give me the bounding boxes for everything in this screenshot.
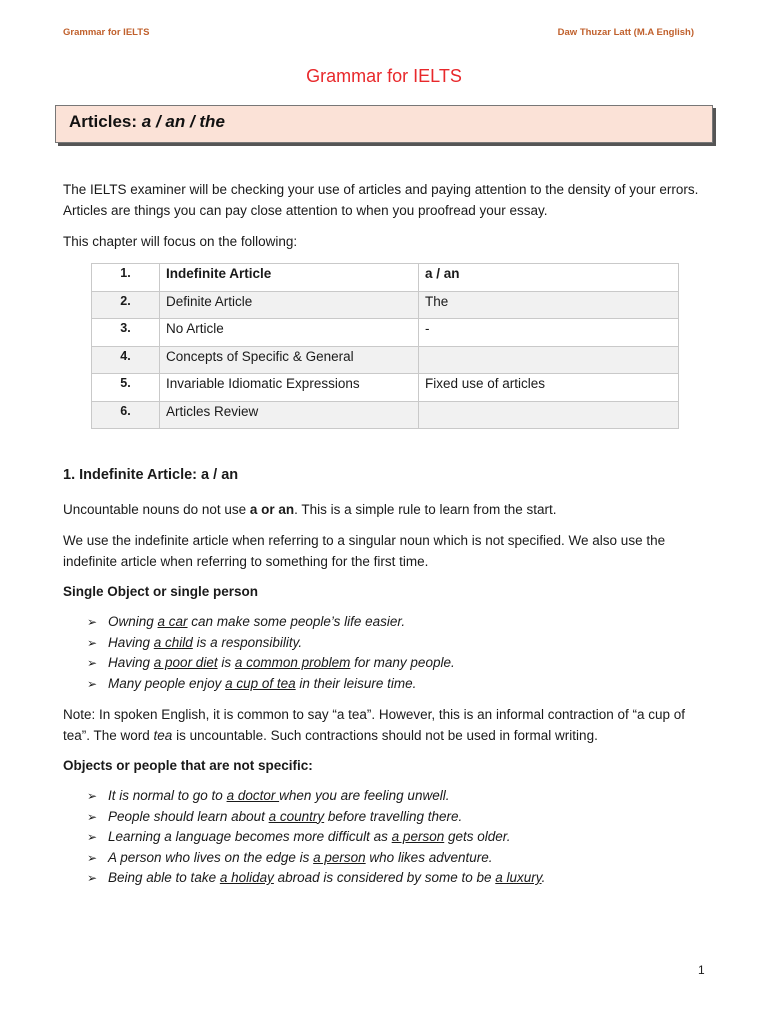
list-item	[87, 848, 545, 869]
subheading-single: Single Object or single person	[63, 584, 259, 599]
arrowhead-bullet-icon: ➢	[87, 871, 98, 885]
row-topic: No Article	[160, 319, 419, 347]
arrowhead-bullet-icon: ➢	[87, 615, 98, 629]
rule-pre: Uncountable nouns do not use	[63, 502, 250, 517]
example-text: .	[541, 870, 546, 885]
underlined-phrase: a person	[313, 849, 366, 865]
row-value: The	[419, 291, 679, 319]
list-item	[87, 653, 455, 674]
chapter-banner-text	[69, 112, 225, 132]
example-text: Learning a language becomes more difficult as	[108, 829, 392, 844]
section-heading: 1. Indefinite Article: a / an	[63, 467, 239, 483]
page-number: 1	[698, 963, 705, 977]
arrowhead-bullet-icon: ➢	[87, 850, 98, 865]
example-text: People should learn about	[108, 808, 269, 824]
row-number: 4.	[92, 346, 160, 374]
example-text: who likes adventure.	[365, 849, 493, 865]
example-text: before travelling there.	[324, 808, 463, 824]
list-item	[87, 674, 455, 695]
underlined-phrase: a holiday	[219, 870, 274, 885]
table-row	[92, 374, 679, 402]
chapter-topics-table	[91, 263, 679, 429]
underlined-phrase: a poor diet	[153, 655, 218, 670]
example-text: Being able to take	[108, 870, 220, 885]
list-item	[87, 807, 545, 828]
row-number: 2.	[92, 291, 160, 319]
arrowhead-bullet-icon: ➢	[87, 635, 98, 650]
chapter-banner	[55, 105, 713, 143]
arrowhead-bullet-icon: ➢	[87, 830, 98, 844]
row-topic: Definite Article	[160, 291, 419, 319]
list-item	[87, 868, 545, 889]
arrowhead-bullet-icon: ➢	[87, 656, 98, 670]
arrowhead-bullet-icon: ➢	[87, 676, 98, 691]
note-italic: tea	[153, 728, 173, 743]
row-number: 3.	[92, 319, 160, 347]
example-text: is	[217, 655, 235, 670]
underlined-phrase: a child	[153, 634, 193, 650]
row-number: 6.	[92, 401, 160, 429]
intro-focus-line: This chapter will focus on the following:	[63, 234, 298, 249]
table-row	[92, 319, 679, 347]
example-text: for many people.	[350, 655, 455, 670]
banner-italic: a / an / the	[141, 112, 225, 131]
rule-post: . This is a simple rule to learn from the start.	[294, 502, 557, 517]
example-text: Owning	[108, 614, 158, 629]
example-text: can make some people’s life easier.	[187, 614, 406, 629]
rule-paragraph	[63, 499, 713, 520]
row-value: Fixed use of articles	[419, 374, 679, 402]
example-list-nonspecific	[87, 786, 545, 889]
row-value: a / an	[419, 264, 679, 292]
row-topic: Concepts of Specific & General	[160, 346, 419, 374]
row-topic: Invariable Idiomatic Expressions	[160, 374, 419, 402]
arrowhead-bullet-icon: ➢	[87, 789, 98, 803]
running-header-right: Daw Thuzar Latt (M.A English)	[557, 27, 694, 38]
list-item	[87, 827, 545, 848]
arrowhead-bullet-icon: ➢	[87, 809, 98, 824]
running-header-left: Grammar for IELTS	[63, 27, 150, 38]
table-row	[92, 264, 679, 292]
list-item	[87, 633, 455, 654]
row-topic: Articles Review	[160, 401, 419, 429]
list-item	[87, 612, 455, 633]
table-row	[92, 401, 679, 429]
underlined-phrase: a country	[268, 808, 325, 824]
row-value: -	[419, 319, 679, 347]
note-pre: Note: In spoken English, it is common to say “a tea”. However, this is an informal contraction of “a cup of tea”. The word	[63, 707, 686, 743]
list-item	[87, 786, 545, 807]
underlined-phrase: a common problem	[234, 655, 351, 670]
subheading-nonspecific: Objects or people that are not specific:	[63, 758, 313, 773]
example-text: It is normal to go to	[108, 788, 227, 803]
example-text: Many people enjoy	[108, 675, 226, 691]
example-text: Having	[108, 655, 154, 670]
example-text: in their leisure time.	[295, 675, 417, 691]
note-paragraph	[63, 704, 713, 746]
banner-label: Articles:	[69, 112, 138, 131]
underlined-phrase: a luxury	[495, 870, 542, 885]
note-post: is uncountable. Such contractions should not be used in formal writing.	[172, 728, 598, 743]
intro-paragraph: The IELTS examiner will be checking your use of articles and paying attention to the density of your errors. Articles are things you can pay close attention to when you proofread your essay.	[63, 182, 699, 218]
example-text: A person who lives on the edge is	[108, 849, 314, 865]
example-text: when you are feeling unwell.	[279, 788, 450, 803]
row-value	[419, 401, 679, 429]
page-title: Grammar for IELTS	[306, 66, 462, 86]
underlined-phrase: a doctor	[226, 788, 280, 803]
underlined-phrase: a cup of tea	[225, 675, 296, 691]
row-value	[419, 346, 679, 374]
row-number: 1.	[92, 264, 160, 292]
table-row	[92, 346, 679, 374]
example-text: Having	[108, 634, 154, 650]
example-text: is a responsibility.	[192, 634, 303, 650]
underlined-phrase: a car	[157, 614, 188, 629]
table-row	[92, 291, 679, 319]
usage-paragraph: We use the indefinite article when referring to a singular noun which is not specified. We also use the indefinite article when referring to something for the first time.	[63, 533, 666, 569]
underlined-phrase: a person	[391, 829, 445, 844]
rule-bold: a or an	[249, 502, 295, 517]
example-text: gets older.	[444, 829, 511, 844]
row-topic: Indefinite Article	[160, 264, 419, 292]
example-text: abroad is considered by some to be	[273, 870, 496, 885]
row-number: 5.	[92, 374, 160, 402]
example-list-single	[87, 612, 455, 694]
